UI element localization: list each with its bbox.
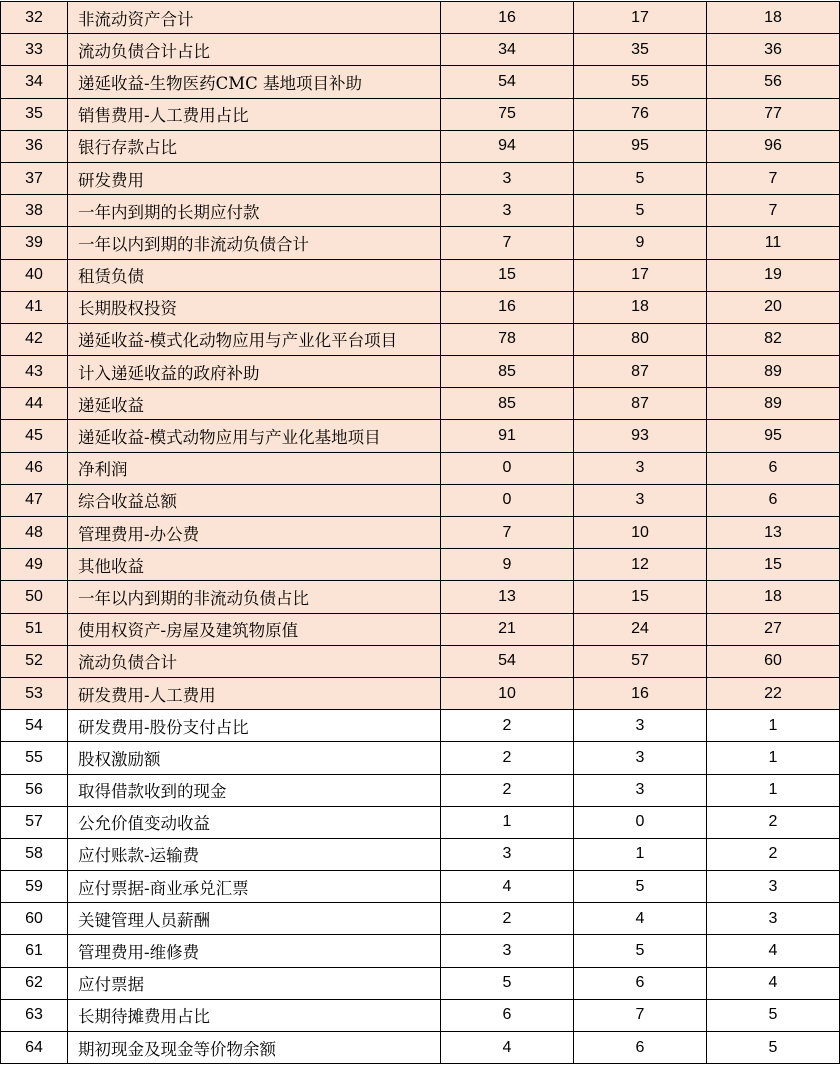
row-index: 38 <box>1 195 68 227</box>
value-col-2: 4 <box>574 903 707 935</box>
row-item-name: 其他收益 <box>68 549 441 581</box>
value-col-3: 77 <box>707 98 840 130</box>
row-item-name: 非流动资产合计 <box>68 2 441 34</box>
value-col-2: 5 <box>574 871 707 903</box>
value-col-3: 1 <box>707 742 840 774</box>
value-col-1: 16 <box>441 2 574 34</box>
value-col-1: 3 <box>441 162 574 194</box>
row-item-name: 一年内到期的长期应付款 <box>68 195 441 227</box>
row-index: 61 <box>1 935 68 967</box>
value-col-1: 54 <box>441 66 574 98</box>
table-row <box>1 517 840 549</box>
value-col-2: 35 <box>574 34 707 66</box>
row-index: 54 <box>1 710 68 742</box>
row-item-name: 递延收益-模式化动物应用与产业化平台项目 <box>68 323 441 355</box>
row-item-name: 一年以内到期的非流动负债合计 <box>68 227 441 259</box>
value-col-1: 7 <box>441 227 574 259</box>
table-row <box>1 742 840 774</box>
value-col-1: 3 <box>441 195 574 227</box>
value-col-1: 3 <box>441 838 574 870</box>
row-item-name: 递延收益 <box>68 388 441 420</box>
value-col-1: 9 <box>441 549 574 581</box>
table-row <box>1 967 840 999</box>
row-item-name: 一年以内到期的非流动负债占比 <box>68 581 441 613</box>
table-row <box>1 98 840 130</box>
value-col-3: 18 <box>707 2 840 34</box>
row-index: 37 <box>1 162 68 194</box>
row-index: 59 <box>1 871 68 903</box>
value-col-3: 6 <box>707 452 840 484</box>
value-col-2: 76 <box>574 98 707 130</box>
value-col-1: 7 <box>441 517 574 549</box>
table-row <box>1 806 840 838</box>
value-col-1: 85 <box>441 388 574 420</box>
value-col-3: 36 <box>707 34 840 66</box>
row-index: 58 <box>1 838 68 870</box>
row-index: 34 <box>1 66 68 98</box>
row-index: 48 <box>1 517 68 549</box>
row-item-name: 管理费用-办公费 <box>68 517 441 549</box>
row-item-name: 销售费用-人工费用占比 <box>68 98 441 130</box>
value-col-3: 95 <box>707 420 840 452</box>
value-col-2: 16 <box>574 677 707 709</box>
row-item-name: 应付票据 <box>68 967 441 999</box>
table-row <box>1 227 840 259</box>
row-item-name: 递延收益-生物医药CMC 基地项目补助 <box>68 66 441 98</box>
table-row <box>1 999 840 1031</box>
table-row <box>1 1032 840 1064</box>
value-col-1: 85 <box>441 356 574 388</box>
table-row <box>1 452 840 484</box>
value-col-1: 4 <box>441 871 574 903</box>
value-col-3: 22 <box>707 677 840 709</box>
value-col-2: 0 <box>574 806 707 838</box>
row-index: 33 <box>1 34 68 66</box>
row-item-name: 取得借款收到的现金 <box>68 774 441 806</box>
table-row <box>1 645 840 677</box>
row-item-name: 长期股权投资 <box>68 291 441 323</box>
value-col-1: 75 <box>441 98 574 130</box>
row-index: 50 <box>1 581 68 613</box>
table-row <box>1 677 840 709</box>
row-index: 46 <box>1 452 68 484</box>
value-col-3: 4 <box>707 967 840 999</box>
value-col-2: 6 <box>574 1032 707 1064</box>
value-col-2: 7 <box>574 999 707 1031</box>
value-col-2: 6 <box>574 967 707 999</box>
value-col-1: 1 <box>441 806 574 838</box>
value-col-2: 18 <box>574 291 707 323</box>
row-item-name: 期初现金及现金等价物余额 <box>68 1032 441 1064</box>
value-col-2: 24 <box>574 613 707 645</box>
value-col-3: 82 <box>707 323 840 355</box>
value-col-2: 5 <box>574 162 707 194</box>
table-row <box>1 871 840 903</box>
value-col-3: 27 <box>707 613 840 645</box>
value-col-3: 56 <box>707 66 840 98</box>
table-row <box>1 549 840 581</box>
value-col-2: 17 <box>574 259 707 291</box>
row-index: 52 <box>1 645 68 677</box>
table-row <box>1 420 840 452</box>
row-item-name: 租赁负债 <box>68 259 441 291</box>
row-item-name: 综合收益总额 <box>68 484 441 516</box>
value-col-2: 17 <box>574 2 707 34</box>
row-item-name: 递延收益-模式动物应用与产业化基地项目 <box>68 420 441 452</box>
table-row <box>1 291 840 323</box>
row-index: 57 <box>1 806 68 838</box>
value-col-2: 9 <box>574 227 707 259</box>
value-col-1: 78 <box>441 323 574 355</box>
value-col-2: 80 <box>574 323 707 355</box>
table-row <box>1 195 840 227</box>
row-index: 40 <box>1 259 68 291</box>
value-col-3: 4 <box>707 935 840 967</box>
row-index: 44 <box>1 388 68 420</box>
value-col-3: 2 <box>707 838 840 870</box>
value-col-3: 2 <box>707 806 840 838</box>
value-col-3: 60 <box>707 645 840 677</box>
table-row <box>1 259 840 291</box>
table-row <box>1 903 840 935</box>
row-item-name: 股权激励额 <box>68 742 441 774</box>
table-row <box>1 2 840 34</box>
value-col-2: 55 <box>574 66 707 98</box>
row-index: 60 <box>1 903 68 935</box>
value-col-1: 5 <box>441 967 574 999</box>
table-row <box>1 613 840 645</box>
row-item-name: 计入递延收益的政府补助 <box>68 356 441 388</box>
value-col-3: 5 <box>707 999 840 1031</box>
value-col-1: 2 <box>441 903 574 935</box>
value-col-2: 3 <box>574 710 707 742</box>
row-index: 47 <box>1 484 68 516</box>
row-index: 63 <box>1 999 68 1031</box>
table-row <box>1 484 840 516</box>
value-col-3: 96 <box>707 130 840 162</box>
value-col-2: 15 <box>574 581 707 613</box>
value-col-1: 4 <box>441 1032 574 1064</box>
value-col-2: 3 <box>574 774 707 806</box>
value-col-2: 5 <box>574 195 707 227</box>
table-row <box>1 162 840 194</box>
table-row <box>1 388 840 420</box>
value-col-1: 16 <box>441 291 574 323</box>
value-col-1: 34 <box>441 34 574 66</box>
row-index: 41 <box>1 291 68 323</box>
value-col-1: 3 <box>441 935 574 967</box>
row-item-name: 使用权资产-房屋及建筑物原值 <box>68 613 441 645</box>
row-index: 39 <box>1 227 68 259</box>
row-index: 56 <box>1 774 68 806</box>
row-item-name: 流动负债合计占比 <box>68 34 441 66</box>
row-item-name: 应付票据-商业承兑汇票 <box>68 871 441 903</box>
row-index: 53 <box>1 677 68 709</box>
value-col-2: 5 <box>574 935 707 967</box>
row-item-name: 研发费用-股份支付占比 <box>68 710 441 742</box>
value-col-1: 91 <box>441 420 574 452</box>
row-index: 43 <box>1 356 68 388</box>
value-col-3: 18 <box>707 581 840 613</box>
value-col-3: 3 <box>707 871 840 903</box>
table-row <box>1 935 840 967</box>
value-col-1: 2 <box>441 774 574 806</box>
value-col-1: 54 <box>441 645 574 677</box>
table-row <box>1 34 840 66</box>
table-row <box>1 710 840 742</box>
value-col-3: 7 <box>707 195 840 227</box>
value-col-1: 6 <box>441 999 574 1031</box>
value-col-3: 1 <box>707 774 840 806</box>
value-col-3: 5 <box>707 1032 840 1064</box>
value-col-3: 1 <box>707 710 840 742</box>
value-col-3: 15 <box>707 549 840 581</box>
value-col-2: 95 <box>574 130 707 162</box>
value-col-3: 13 <box>707 517 840 549</box>
row-item-name: 流动负债合计 <box>68 645 441 677</box>
table-row <box>1 774 840 806</box>
table-row <box>1 323 840 355</box>
value-col-1: 15 <box>441 259 574 291</box>
value-col-3: 19 <box>707 259 840 291</box>
row-index: 62 <box>1 967 68 999</box>
table-row <box>1 581 840 613</box>
table-row <box>1 66 840 98</box>
data-table <box>0 1 840 1064</box>
value-col-1: 2 <box>441 710 574 742</box>
value-col-2: 93 <box>574 420 707 452</box>
value-col-3: 89 <box>707 388 840 420</box>
row-index: 35 <box>1 98 68 130</box>
row-item-name: 研发费用 <box>68 162 441 194</box>
row-item-name: 银行存款占比 <box>68 130 441 162</box>
row-item-name: 应付账款-运输费 <box>68 838 441 870</box>
value-col-2: 3 <box>574 484 707 516</box>
value-col-1: 10 <box>441 677 574 709</box>
row-index: 49 <box>1 549 68 581</box>
row-index: 32 <box>1 2 68 34</box>
value-col-1: 13 <box>441 581 574 613</box>
row-index: 55 <box>1 742 68 774</box>
value-col-2: 3 <box>574 452 707 484</box>
value-col-2: 3 <box>574 742 707 774</box>
value-col-3: 89 <box>707 356 840 388</box>
row-index: 42 <box>1 323 68 355</box>
value-col-1: 94 <box>441 130 574 162</box>
value-col-2: 57 <box>574 645 707 677</box>
table-row <box>1 838 840 870</box>
row-index: 45 <box>1 420 68 452</box>
value-col-3: 6 <box>707 484 840 516</box>
value-col-3: 3 <box>707 903 840 935</box>
value-col-1: 2 <box>441 742 574 774</box>
value-col-1: 0 <box>441 484 574 516</box>
table-row <box>1 356 840 388</box>
value-col-3: 7 <box>707 162 840 194</box>
row-item-name: 净利润 <box>68 452 441 484</box>
table-body <box>1 2 840 1064</box>
value-col-3: 20 <box>707 291 840 323</box>
row-index: 64 <box>1 1032 68 1064</box>
row-item-name: 公允价值变动收益 <box>68 806 441 838</box>
value-col-2: 12 <box>574 549 707 581</box>
value-col-2: 1 <box>574 838 707 870</box>
value-col-2: 87 <box>574 388 707 420</box>
row-item-name: 长期待摊费用占比 <box>68 999 441 1031</box>
value-col-2: 10 <box>574 517 707 549</box>
row-item-name: 管理费用-维修费 <box>68 935 441 967</box>
row-item-name: 研发费用-人工费用 <box>68 677 441 709</box>
value-col-3: 11 <box>707 227 840 259</box>
row-item-name: 关键管理人员薪酬 <box>68 903 441 935</box>
value-col-1: 21 <box>441 613 574 645</box>
value-col-2: 87 <box>574 356 707 388</box>
row-index: 51 <box>1 613 68 645</box>
row-index: 36 <box>1 130 68 162</box>
value-col-1: 0 <box>441 452 574 484</box>
table-row <box>1 130 840 162</box>
